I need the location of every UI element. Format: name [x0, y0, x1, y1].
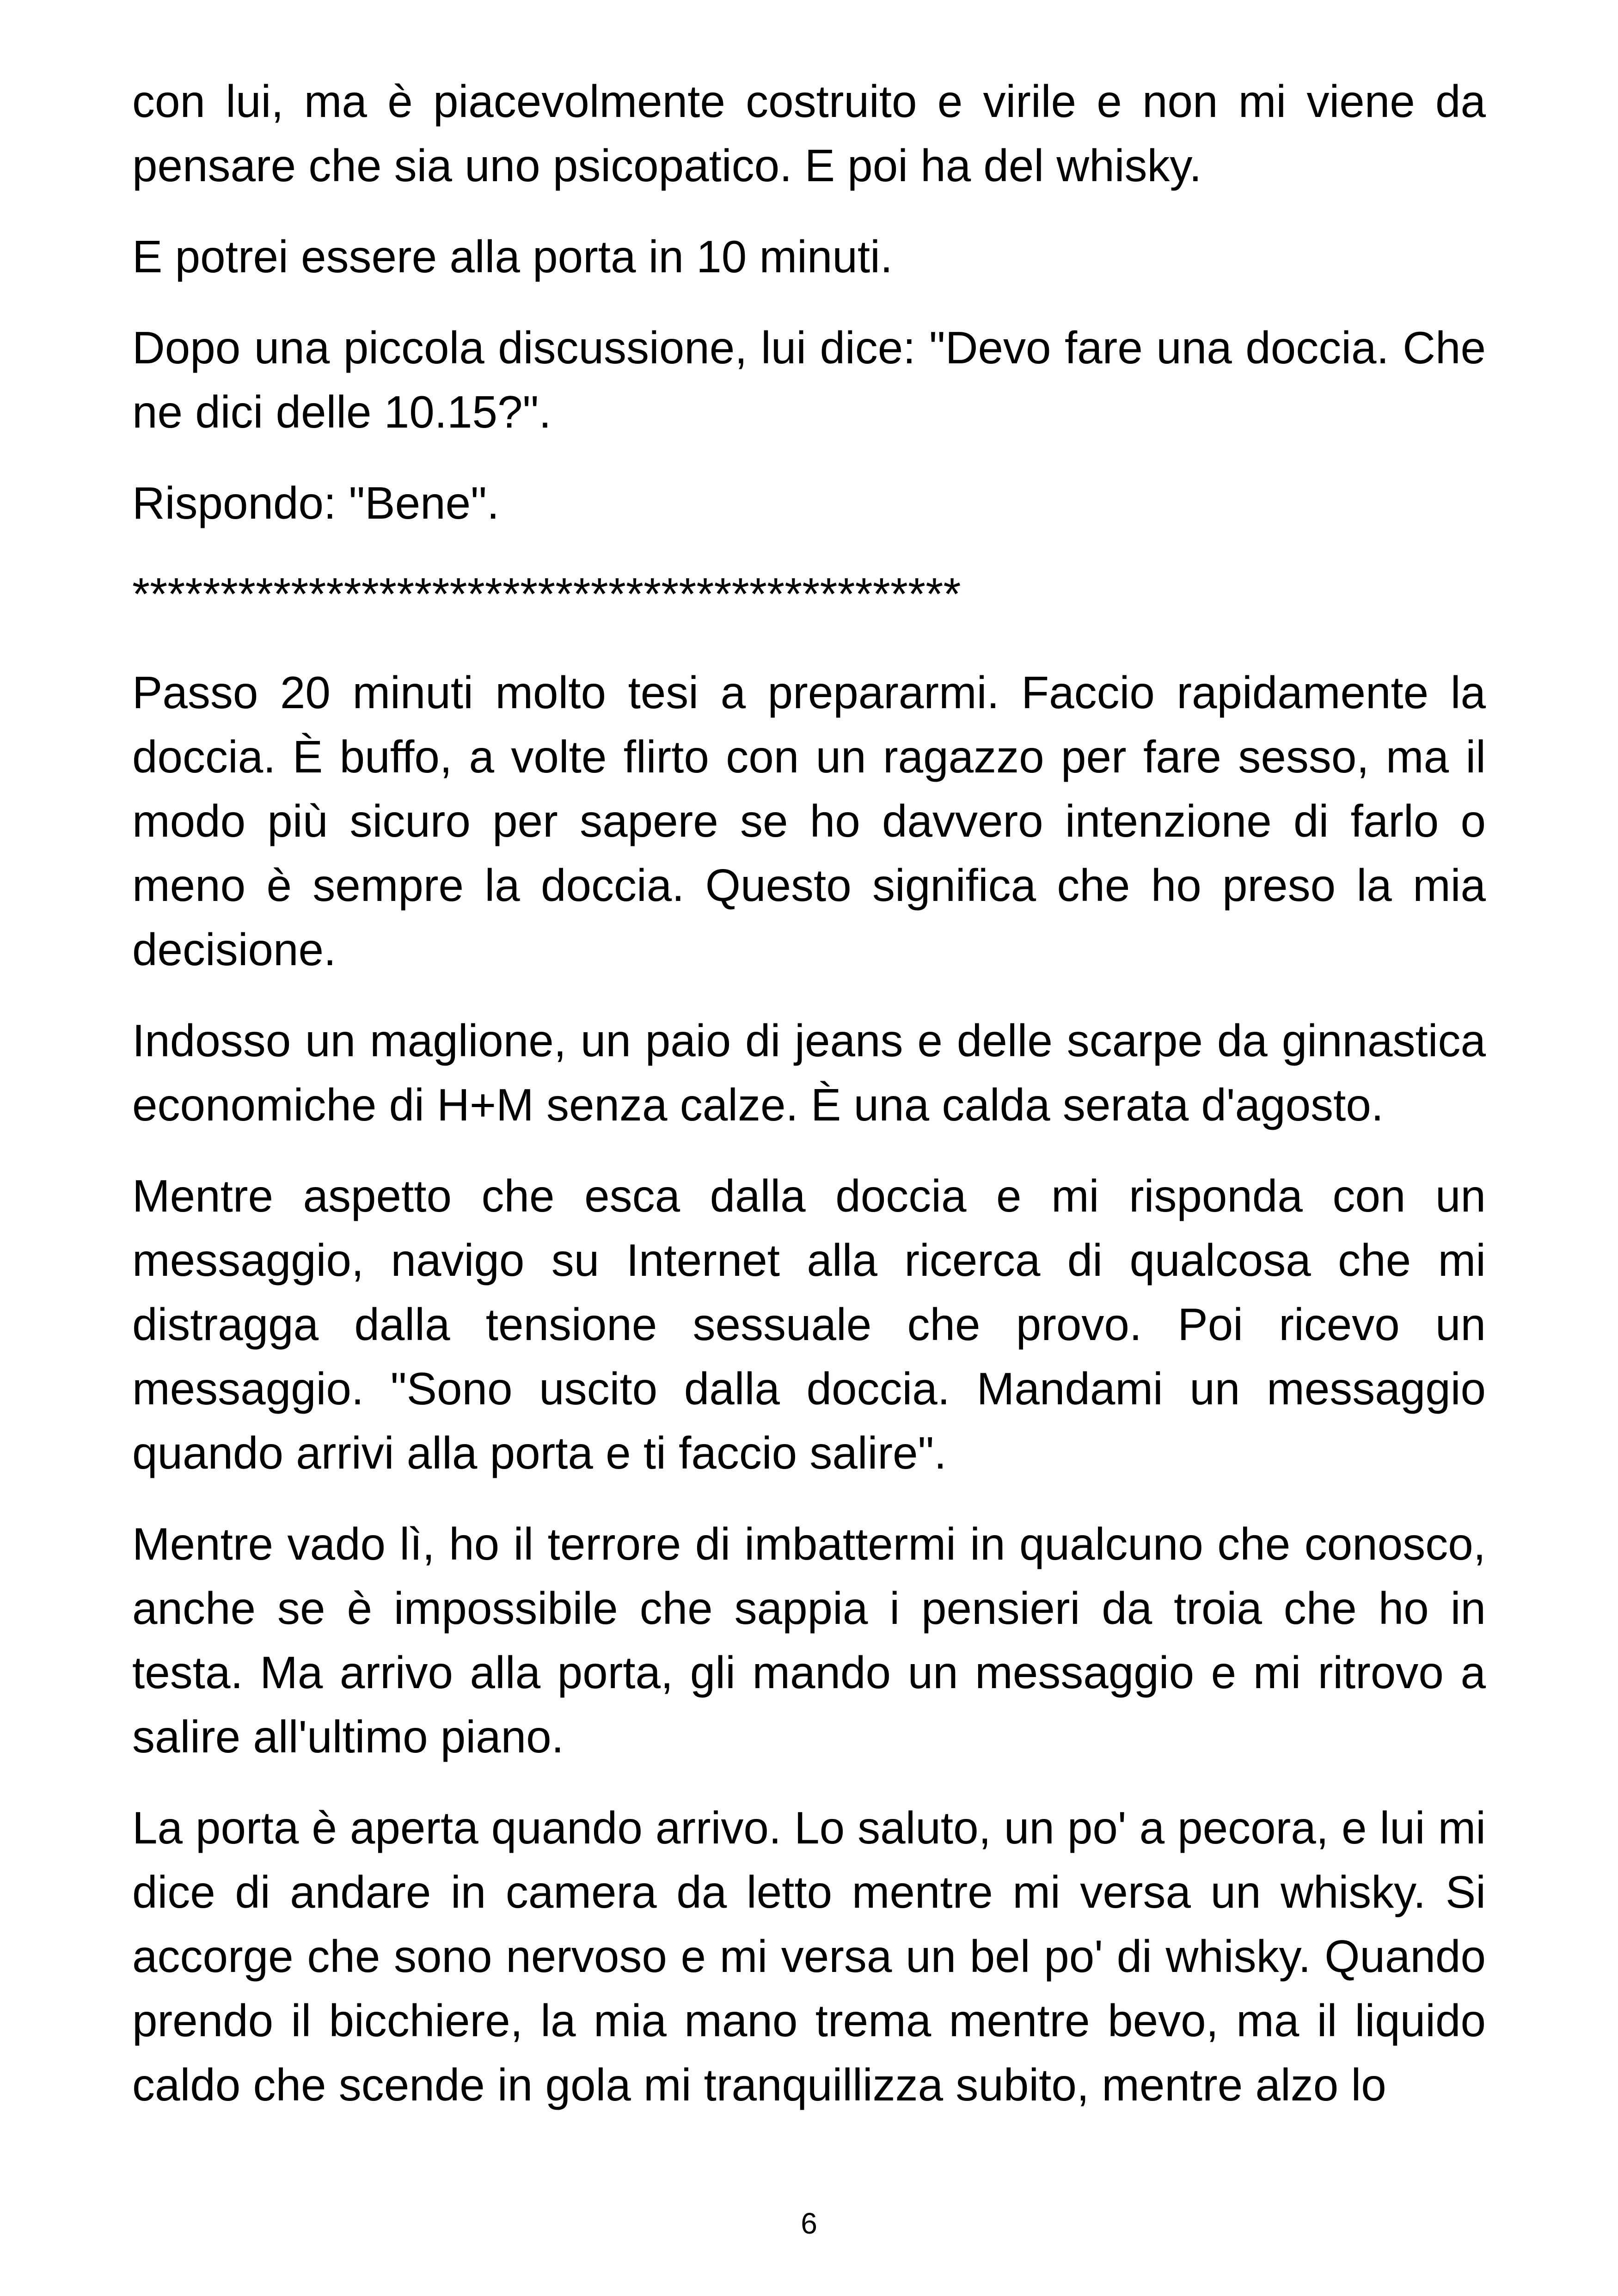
paragraph-6: Indosso un maglione, un paio di jeans e delle scarpe da ginnastica economiche di H+M senza calze. È una calda serata d'agosto. — [132, 1015, 1486, 1130]
body-text — [132, 69, 1486, 2144]
paragraph-9: La porta è aperta quando arrivo. Lo saluto, un po' a pecora, e lui mi dice di andare in camera da letto mentre mi versa un whisky. Si accorge che sono nervoso e mi versa un bel po' di whisky. Quando prendo il bicchiere, la mia mano trema mentre bevo, ma il liquido caldo che scende in gola mi tranquillizza subito, mentre alzo lo — [132, 1802, 1486, 2110]
paragraph-4: Rispondo: "Bene". — [132, 478, 500, 528]
paragraph-8: Mentre vado lì, ho il terrore di imbattermi in qualcuno che conosco, anche se è impossibile che sappia i pensieri da troia che ho in testa. Ma arrivo alla porta, gli mando un messaggio e mi ritrovo a salire all'ultimo piano. — [132, 1518, 1486, 1762]
paragraph-7: Mentre aspetto che esca dalla doccia e mi risponda con un messaggio, navigo su Internet alla ricerca di qualcosa che mi distragga dalla tensione sessuale che provo. Poi ricevo un messaggio. "Sono uscito dalla doccia. Mandami un messaggio quando arrivi alla porta e ti faccio salire". — [132, 1170, 1486, 1478]
paragraph-1: con lui, ma è piacevolmente costruito e virile e non mi viene da pensare che sia uno psicopatico. E poi ha del whisky. — [132, 76, 1486, 191]
paragraph-2: E potrei essere alla porta in 10 minuti. — [132, 231, 893, 282]
page-number: 6 — [801, 2207, 817, 2240]
paragraph-5: Passo 20 minuti molto tesi a prepararmi. Faccio rapidamente la doccia. È buffo, a volte flirto con un ragazzo per fare sesso, ma il modo più sicuro per sapere se ho davvero intenzione di farlo o meno è sempre la doccia. Questo significa che ho preso la mia decisione. — [132, 667, 1486, 975]
paragraph-3: Dopo una piccola discussione, lui dice: "Devo fare una doccia. Che ne dici delle 10.15?". — [132, 322, 1486, 437]
section-separator: *********************************************** — [132, 569, 961, 619]
